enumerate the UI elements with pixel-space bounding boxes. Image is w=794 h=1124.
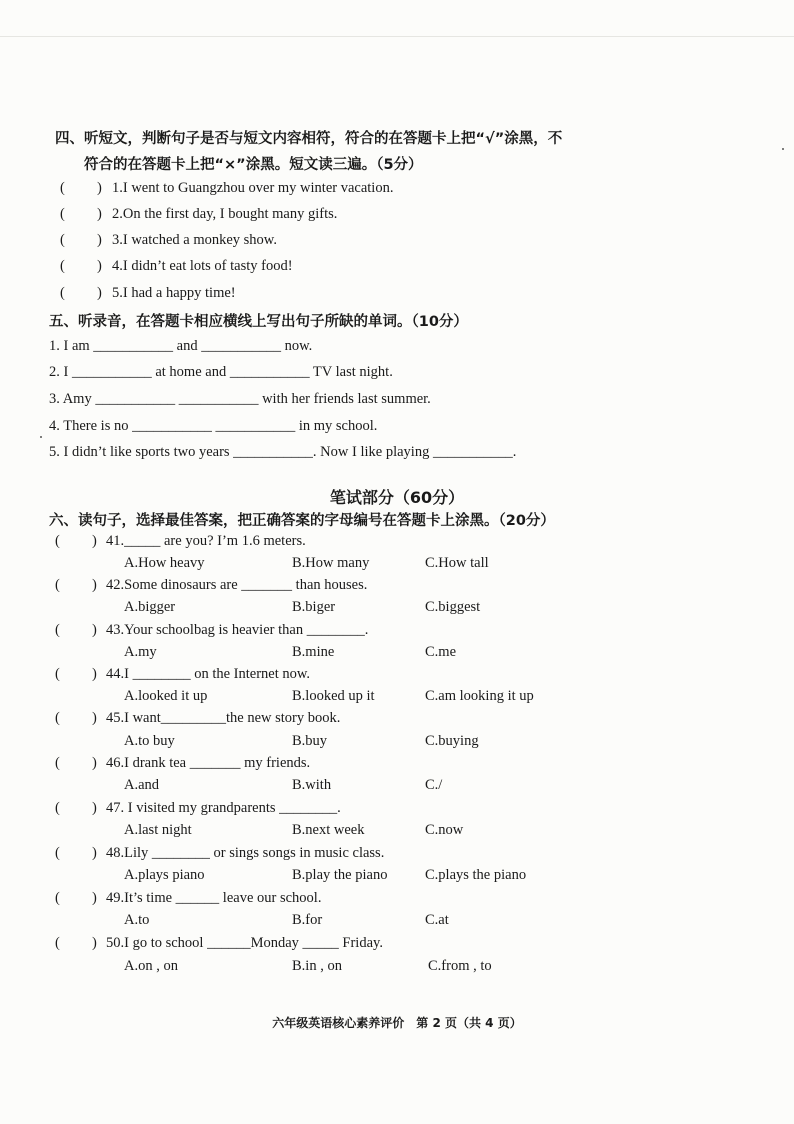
question-stem: 47. I visited my grandparents ________. [106,800,341,816]
option-c: C.from , to [428,958,492,974]
option-c: C.How tall [425,555,489,571]
section4-heading-line1: 四、听短文，判断句子是否与短文内容相符，符合的在答题卡上把“√”涂黑，不 [55,131,563,147]
answer-paren-close: ) [92,666,97,682]
option-a: A.bigger [124,599,176,615]
section4-item: 2.On the first day, I bought many gifts. [112,206,338,222]
option-b: B.buy [292,733,328,749]
option-b: B.next week [292,822,365,838]
answer-paren-close: ) [97,232,102,248]
option-b: B.in , on [292,958,342,974]
scan-speck [40,436,42,438]
option-b: B.biger [292,599,336,615]
option-b: B.for [292,912,323,928]
written-part-title: 笔试部分（60分） [329,488,465,507]
fill-blank-item: 2. I ___________ at home and ___________ TV last night. [49,364,393,380]
answer-paren-close: ) [92,577,97,593]
section5-heading: 五、听录音，在答题卡相应横线上写出句子所缺的单词。（10分） [49,314,468,330]
answer-paren-close: ) [92,800,97,816]
option-c: C.me [425,644,457,660]
section4-item: 1.I went to Guangzhou over my winter vacation. [112,180,394,196]
question-stem: 43.Your schoolbag is heavier than ________. [106,622,369,638]
option-a: A.to [124,912,150,928]
answer-paren-open: ( [60,258,65,274]
option-a: A.last night [124,822,192,838]
answer-paren-open: ( [55,533,60,549]
option-c: C.am looking it up [425,688,534,704]
option-a: A.looked it up [124,688,208,704]
answer-paren-open: ( [55,845,60,861]
fill-blank-item: 4. There is no ___________ ___________ in my school. [49,418,378,434]
answer-paren-close: ) [92,533,97,549]
option-c: C.at [425,912,449,928]
answer-paren-open: ( [55,710,60,726]
option-b: B.mine [292,644,335,660]
answer-paren-open: ( [55,622,60,638]
fill-blank-item: 5. I didn’t like sports two years ___________. Now I like playing ___________. [49,444,517,460]
answer-paren-open: ( [60,180,65,196]
question-stem: 45.I want_________the new story book. [106,710,341,726]
page-footer: 六年级英语核心素养评价 第 2 页（共 4 页） [272,1016,522,1030]
answer-paren-close: ) [92,755,97,771]
question-stem: 41._____ are you? I’m 1.6 meters. [106,533,306,549]
option-a: A.and [124,777,160,793]
fill-blank-item: 3. Amy ___________ ___________ with her friends last summer. [49,391,431,407]
answer-paren-close: ) [92,935,97,951]
option-c: C./ [425,777,443,793]
section4-heading-line2: 符合的在答题卡上把“×”涂黑。短文读三遍。（5分） [84,157,423,173]
answer-paren-open: ( [55,577,60,593]
question-stem: 50.I go to school ______Monday _____ Friday. [106,935,383,951]
option-c: C.biggest [425,599,481,615]
answer-paren-close: ) [97,180,102,196]
question-stem: 42.Some dinosaurs are _______ than houses. [106,577,368,593]
option-a: A.on , on [124,958,178,974]
option-c: C.buying [425,733,479,749]
option-b: B.play the piano [292,867,388,883]
fill-blank-item: 1. I am ___________ and ___________ now. [49,338,313,354]
option-a: A.plays piano [124,867,205,883]
section4-item: 5.I had a happy time! [112,285,236,301]
answer-paren-close: ) [92,890,97,906]
answer-paren-close: ) [92,622,97,638]
section6-heading: 六、读句子，选择最佳答案，把正确答案的字母编号在答题卡上涂黑。（20分） [49,513,555,529]
answer-paren-open: ( [55,755,60,771]
answer-paren-open: ( [55,935,60,951]
option-b: B.looked up it [292,688,375,704]
answer-paren-close: ) [97,206,102,222]
answer-paren-open: ( [55,666,60,682]
scan-speck [782,148,784,150]
scan-edge-line [0,36,794,37]
option-c: C.now [425,822,464,838]
answer-paren-open: ( [60,206,65,222]
section4-item: 3.I watched a monkey show. [112,232,277,248]
answer-paren-open: ( [60,232,65,248]
question-stem: 48.Lily ________ or sings songs in music class. [106,845,385,861]
answer-paren-close: ) [97,258,102,274]
option-a: A.to buy [124,733,175,749]
answer-paren-close: ) [92,845,97,861]
option-a: A.How heavy [124,555,205,571]
question-stem: 44.I ________ on the Internet now. [106,666,311,682]
answer-paren-open: ( [55,890,60,906]
answer-paren-open: ( [60,285,65,301]
answer-paren-close: ) [97,285,102,301]
answer-paren-close: ) [92,710,97,726]
option-a: A.my [124,644,157,660]
option-b: B.with [292,777,332,793]
question-stem: 46.I drank tea _______ my friends. [106,755,311,771]
section4-item: 4.I didn’t eat lots of tasty food! [112,258,293,274]
question-stem: 49.It’s time ______ leave our school. [106,890,322,906]
option-b: B.How many [292,555,370,571]
answer-paren-open: ( [55,800,60,816]
option-c: C.plays the piano [425,867,527,883]
